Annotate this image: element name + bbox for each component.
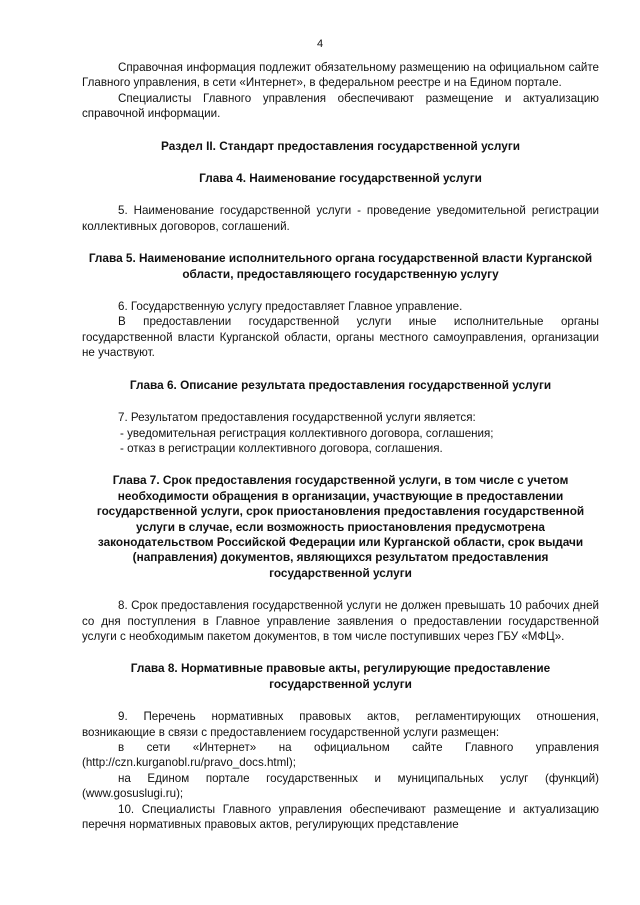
paragraph-6-other-bodies: В предоставлении государственной услуги иные исполнительные органы государственной власти Курганской области, органы местного самоуправления, организации не участвуют. [82,315,599,360]
document-body [82,60,599,832]
list-item-refusal: - отказ в регистрации коллективного договора, соглашения. [120,441,443,455]
paragraph-9-unified-portal: на Едином портале государственных и муниципальных услуг (функций) (www.gosuslugi.ru); [82,771,599,801]
paragraph-reference-info-placement: Справочная информация подлежит обязательному размещению на официальном сайте Главного управления, в сети «Интернет», в федеральном реестре и на Едином портале. [82,61,599,90]
paragraph-9-legal-acts: 9. Перечень нормативных правовых актов, регламентирующих отношения, возникающие в связи с предоставлением государственной услуги размещен: [82,710,599,739]
paragraph-7-result: 7. Результатом предоставления государственной услуги является: [118,411,476,425]
paragraph-5-service-name: 5. Наименование государственной услуги - проведение уведомительной регистрации коллективных договоров, соглашений. [82,204,599,233]
paragraph-reference-info-update: Специалисты Главного управления обеспечивают размещение и актуализацию справочной информации. [82,91,599,121]
list-item-registration: - уведомительная регистрация коллективного договора, соглашения; [120,426,494,440]
paragraph-6-provider: 6. Государственную услугу предоставляет Главное управление. [118,300,463,314]
chapter-7-heading: Глава 7. Срок предоставления государственной услуги, в том числе с учетом необходимости обращения в организации, участвующие в предоставлении государственной услуги, срок приостановления предоставления государственной услуги в случае, если возможность приостановления предусмотрена законодательством Российской Федерации или Курганской области, срок выдачи (направления) документов, являющихся результатом предоставления государственной услуги [96,473,585,580]
page-number: 4 [316,38,324,50]
paragraph-8-deadline: 8. Срок предоставления государственной услуги не должен превышать 10 рабочих дней со дня поступления в Главное управление заявления о предоставлении государственной услуги с необходимым пакетом документов, в том числе поступивших через ГБУ «МФЦ». [82,599,599,643]
chapter-6-heading: Глава 6. Описание результата предоставления государственной услуги [129,377,552,392]
chapter-4-heading: Глава 4. Наименование государственной услуги [199,171,482,186]
chapter-5-heading: Глава 5. Наименование исполнительного органа государственной власти Курганской области, предоставляющего государственную услугу [88,251,593,281]
paragraph-9-internet-site: в сети «Интернет» на официальном сайте Главного управления (http://czn.kurganobl.ru/pravo_docs.html); [82,741,599,770]
chapter-8-heading: Глава 8. Нормативные правовые акты, регулирующие предоставление государственной услуги [130,661,551,691]
section-2-heading: Раздел II. Стандарт предоставления государственной услуги [161,138,520,153]
paragraph-10-specialists: 10. Специалисты Главного управления обеспечивают размещение и актуализацию перечня нормативных правовых актов, регулирующих представление [82,802,599,832]
